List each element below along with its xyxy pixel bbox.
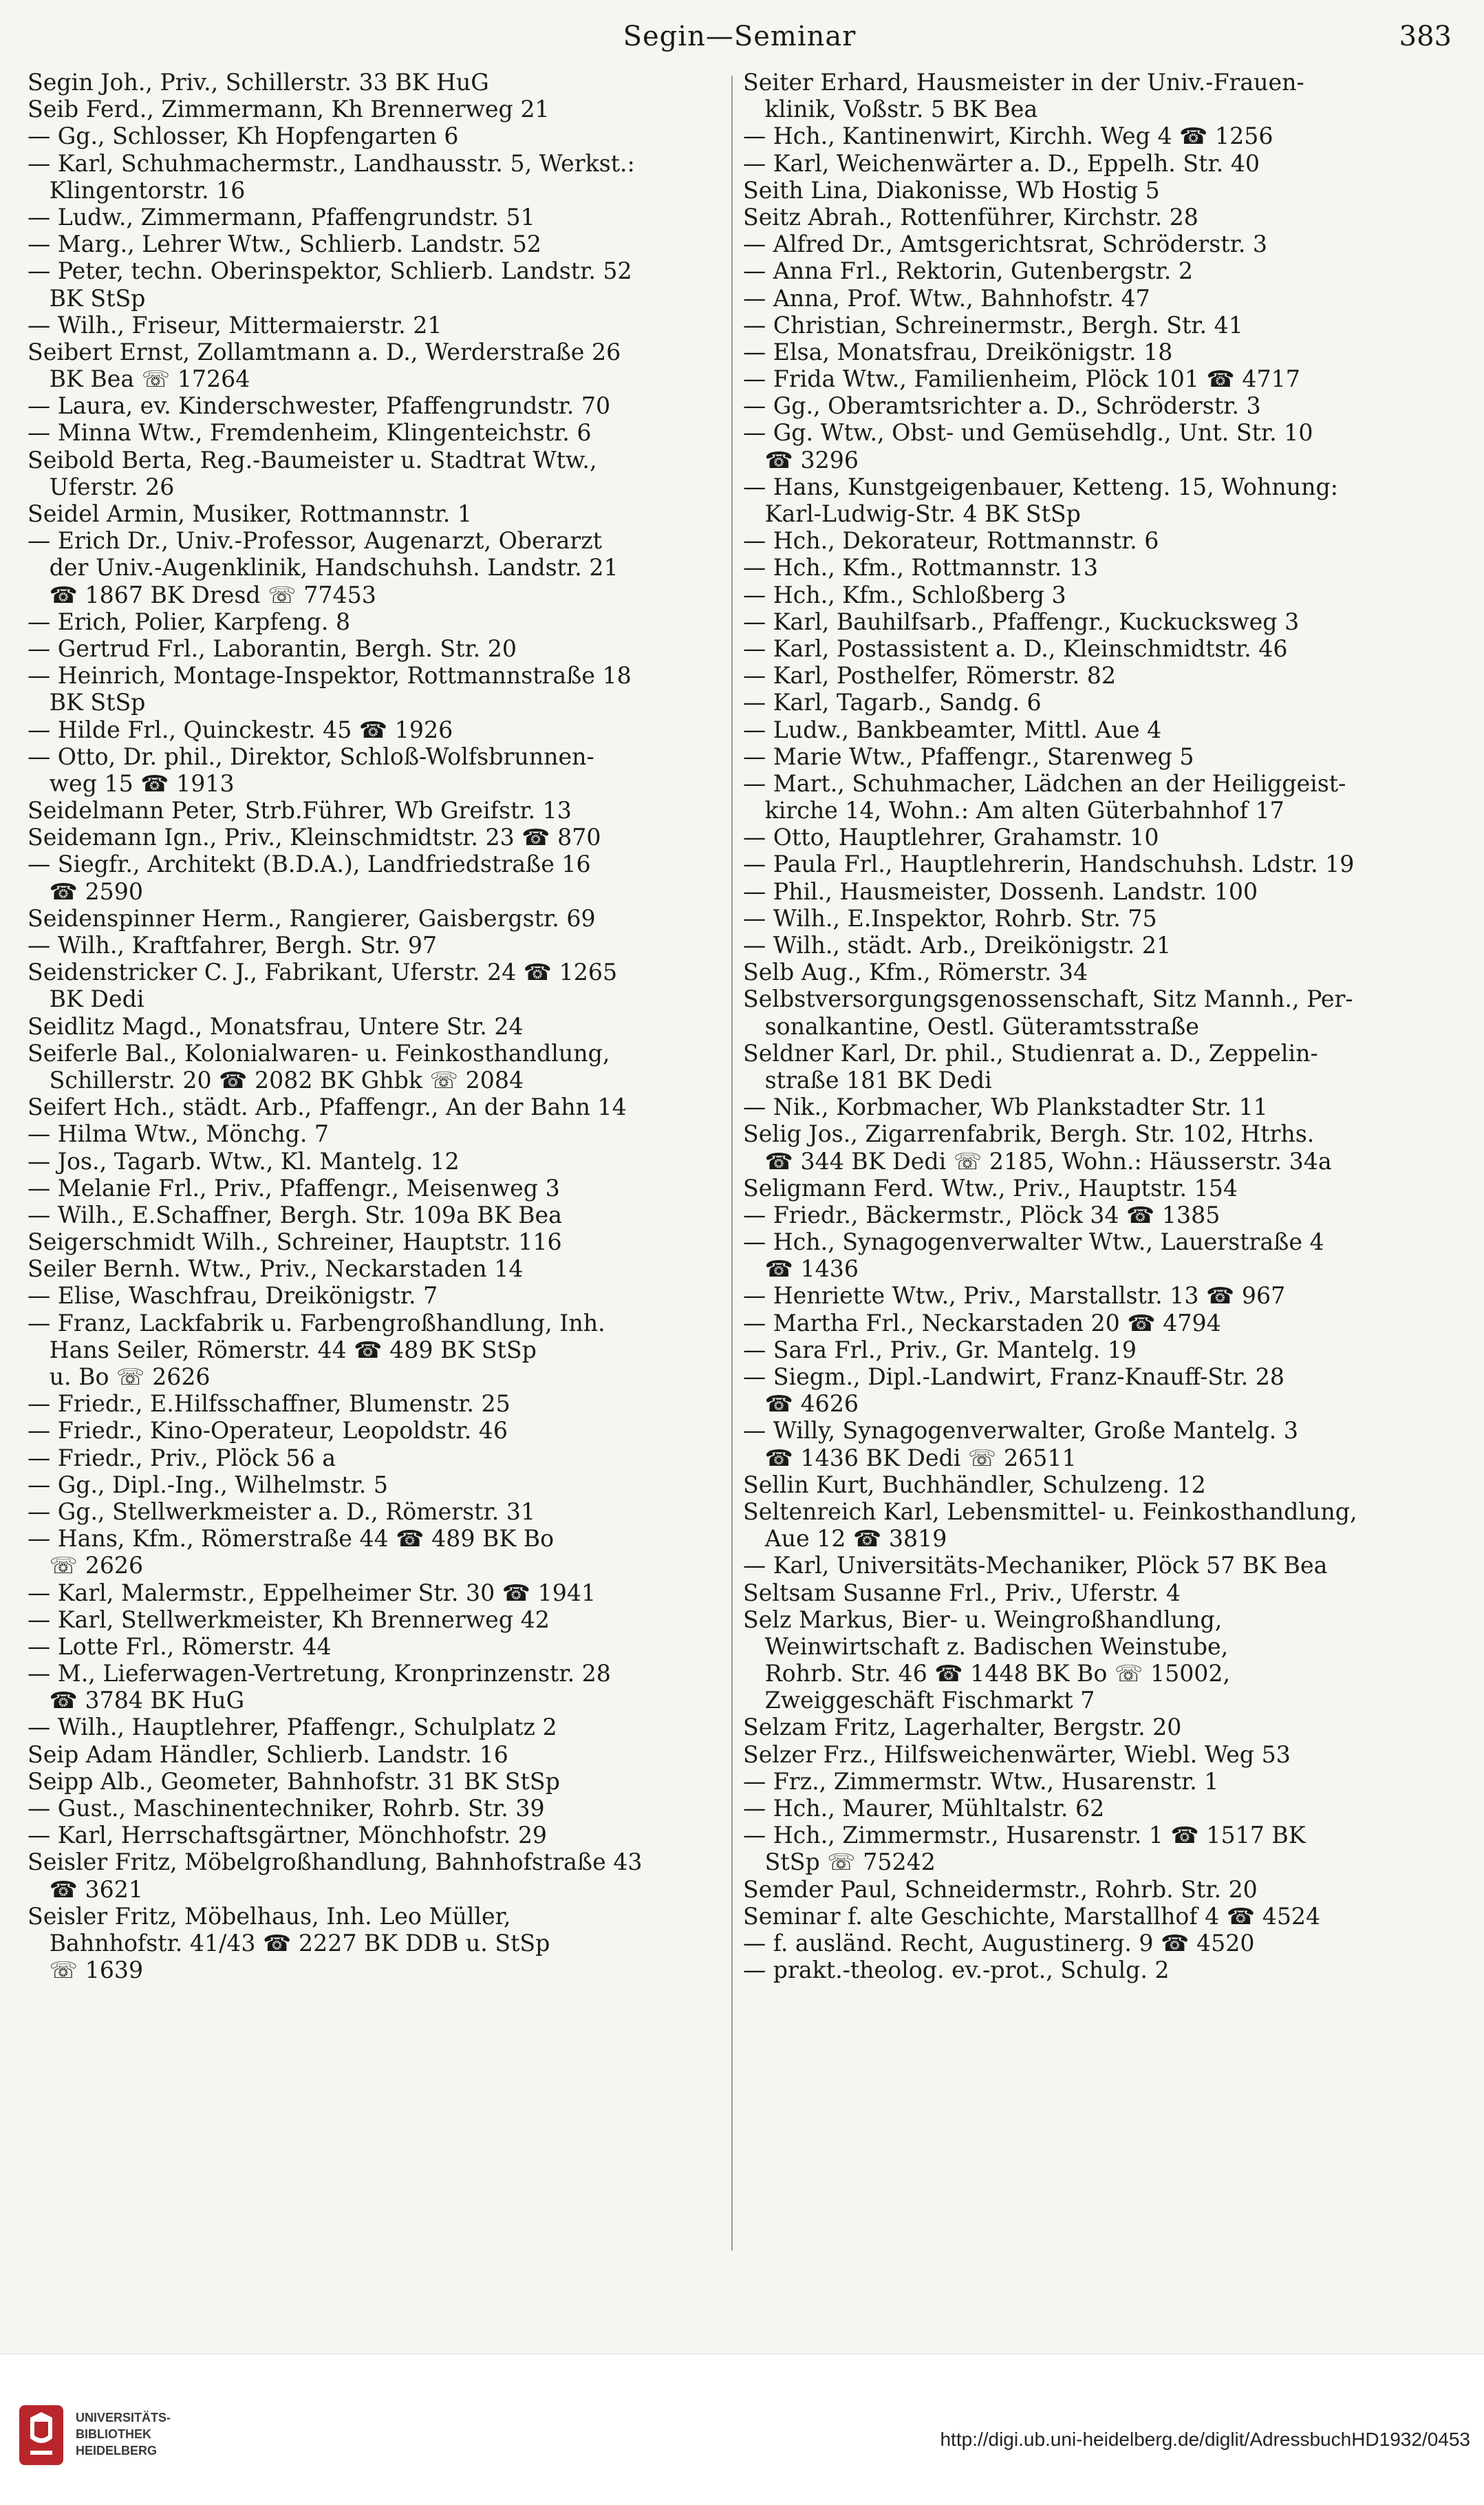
- column-divider: [731, 76, 733, 2250]
- directory-entry-line: kirche 14, Wohn.: Am alten Güterbahnhof 17: [743, 797, 1284, 824]
- directory-entry-line: — Jos., Tagarb. Wtw., Kl. Mantelg. 12: [28, 1147, 460, 1175]
- directory-entry-line: StSp ☏ 75242: [743, 1848, 936, 1876]
- directory-entry-line: — Karl, Herrschaftsgärtner, Mönchhofstr. 29: [28, 1822, 548, 1849]
- directory-entry-line: Seibold Berta, Reg.-Baumeister u. Stadtrat Wtw.,: [28, 446, 597, 473]
- directory-entry-line: — Frida Wtw., Familienheim, Plöck 101 ☎ 4717: [743, 365, 1300, 393]
- directory-entry-line: Seip Adam Händler, Schlierb. Landstr. 16: [28, 1740, 508, 1768]
- directory-entry-line: — Hilma Wtw., Mönchg. 7: [28, 1120, 330, 1148]
- directory-entry-line: — Gg., Dipl.-Ing., Wilhelmstr. 5: [28, 1471, 389, 1498]
- directory-entry-line: — Friedr., Bäckermstr., Plöck 34 ☎ 1385: [743, 1201, 1220, 1228]
- directory-entry-line: — Karl, Stellwerkmeister, Kh Brennerweg 42: [28, 1606, 550, 1633]
- directory-entry-line: Bahnhofstr. 41/43 ☎ 2227 BK DDB u. StSp: [28, 1929, 550, 1957]
- directory-entry-line: — Karl, Tagarb., Sandg. 6: [743, 689, 1042, 716]
- directory-entry-line: — Siegfr., Architekt (B.D.A.), Landfriedstraße 16: [28, 851, 591, 878]
- directory-entry-line: BK Dedi: [28, 985, 144, 1013]
- directory-entry-line: ☏ 1639: [28, 1957, 144, 1984]
- directory-entry-line: — Lotte Frl., Römerstr. 44: [28, 1632, 332, 1660]
- directory-entry-line: der Univ.-Augenklinik, Handschuhsh. Landstr. 21: [28, 554, 619, 582]
- directory-entry-line: — Marie Wtw., Pfaffengr., Starenweg 5: [743, 743, 1194, 770]
- directory-entry-line: — Ludw., Bankbeamter, Mittl. Aue 4: [743, 716, 1162, 743]
- directory-entry-line: — Melanie Frl., Priv., Pfaffengr., Meisenweg 3: [28, 1174, 560, 1202]
- directory-entry-line: — Marg., Lehrer Wtw., Schlierb. Landstr. 52: [28, 231, 541, 258]
- left-column: [28, 69, 729, 1983]
- directory-entry-line: — Otto, Hauptlehrer, Grahamstr. 10: [743, 824, 1159, 851]
- directory-entry-line: BK StSp: [28, 689, 146, 716]
- directory-entry-line: — Christian, Schreinermstr., Bergh. Str. 41: [743, 311, 1243, 339]
- directory-entry-line: — Hch., Maurer, Mühltalstr. 62: [743, 1795, 1105, 1822]
- directory-entry-line: — Gg., Oberamtsrichter a. D., Schröderstr. 3: [743, 392, 1261, 420]
- directory-entry-line: — Sara Frl., Priv., Gr. Mantelg. 19: [743, 1336, 1137, 1363]
- directory-entry-line: Seitz Abrah., Rottenführer, Kirchstr. 28: [743, 203, 1198, 231]
- directory-entry-line: ☎ 3296: [743, 446, 859, 473]
- directory-entry-line: Seminar f. alte Geschichte, Marstallhof 4 ☎ 4524: [743, 1902, 1321, 1930]
- directory-entry-line: — Hch., Kfm., Rottmannstr. 13: [743, 554, 1099, 582]
- directory-entry-line: — Frz., Zimmermstr. Wtw., Husarenstr. 1: [743, 1767, 1219, 1795]
- directory-entry-line: — Gg., Stellwerkmeister a. D., Römerstr. 31: [28, 1497, 536, 1525]
- directory-entry-line: — Erich, Polier, Karpfeng. 8: [28, 608, 351, 635]
- directory-entry-line: ☎ 3621: [28, 1875, 143, 1903]
- directory-entry-line: — Wilh., Kraftfahrer, Bergh. Str. 97: [28, 932, 438, 959]
- directory-entry-line: — Wilh., E.Schaffner, Bergh. Str. 109a BK Bea: [28, 1201, 562, 1228]
- directory-entry-line: — Ludw., Zimmermann, Pfaffengrundstr. 51: [28, 203, 535, 231]
- directory-entry-line: Seibert Ernst, Zollamtmann a. D., Werderstraße 26: [28, 338, 621, 365]
- directory-entry-line: — Elsa, Monatsfrau, Dreikönigstr. 18: [743, 338, 1173, 365]
- directory-entry-line: — Laura, ev. Kinderschwester, Pfaffengrundstr. 70: [28, 392, 611, 420]
- page-header: [28, 15, 1452, 56]
- directory-entry-line: Seidenspinner Herm., Rangierer, Gaisbergstr. 69: [28, 904, 596, 932]
- library-name-line: UNIVERSITÄTS-: [76, 2411, 171, 2424]
- directory-entry-line: Semder Paul, Schneidermstr., Rohrb. Str. 20: [743, 1875, 1258, 1903]
- source-url[interactable]: http://digi.ub.uni-heidelberg.de/diglit/AdressbuchHD1932/0453: [940, 2429, 1470, 2450]
- directory-entry-line: Klingentorstr. 16: [28, 176, 246, 204]
- directory-entry-line: Seligmann Ferd. Wtw., Priv., Hauptstr. 154: [743, 1174, 1238, 1202]
- directory-entry-line: — Otto, Dr. phil., Direktor, Schloß-Wolfsbrunnen-: [28, 743, 594, 770]
- directory-entry-line: — Hans, Kunstgeigenbauer, Ketteng. 15, Wohnung:: [743, 473, 1338, 500]
- directory-entry-line: — Hch., Kantinenwirt, Kirchh. Weg 4 ☎ 1256: [743, 122, 1273, 150]
- directory-entry-line: — Willy, Synagogenverwalter, Große Mantelg. 3: [743, 1417, 1298, 1445]
- directory-entry-line: — Hans, Kfm., Römerstraße 44 ☎ 489 BK Bo: [28, 1525, 555, 1553]
- directory-entry-line: Seidel Armin, Musiker, Rottmannstr. 1: [28, 500, 472, 527]
- directory-entry-line: BK StSp: [28, 284, 146, 312]
- directory-entry-line: Hans Seiler, Römerstr. 44 ☎ 489 BK StSp: [28, 1336, 537, 1363]
- directory-entry-line: — Karl, Schuhmachermstr., Landhausstr. 5, Werkst.:: [28, 149, 635, 177]
- directory-entry-line: ☏ 2626: [28, 1552, 144, 1579]
- directory-entry-line: klinik, Voßstr. 5 BK Bea: [743, 96, 1038, 123]
- directory-entry-line: — Phil., Hausmeister, Dossenh. Landstr. 100: [743, 877, 1258, 905]
- directory-entry-line: — Franz, Lackfabrik u. Farbengroßhandlung, Inh.: [28, 1309, 605, 1336]
- directory-entry-line: — Karl, Weichenwärter a. D., Eppelh. Str. 40: [743, 149, 1260, 177]
- right-column: [743, 69, 1445, 1983]
- directory-entry-line: Selz Markus, Bier- u. Weingroßhandlung,: [743, 1606, 1223, 1633]
- directory-entry-line: — Gg. Wtw., Obst- und Gemüsehdlg., Unt. Str. 10: [743, 419, 1313, 447]
- directory-entry-line: — Karl, Malermstr., Eppelheimer Str. 30 ☎ 1941: [28, 1579, 596, 1606]
- directory-entry-line: Karl-Ludwig-Str. 4 BK StSp: [743, 500, 1081, 527]
- directory-entry-line: — Wilh., Hauptlehrer, Pfaffengr., Schulplatz 2: [28, 1714, 557, 1741]
- directory-entry-line: — Karl, Postassistent a. D., Kleinschmidtstr. 46: [743, 635, 1288, 662]
- directory-entry-line: — Hch., Dekorateur, Rottmannstr. 6: [743, 527, 1159, 555]
- directory-entry-line: — Erich Dr., Univ.-Professor, Augenarzt, Oberarzt: [28, 527, 603, 555]
- directory-entry-line: — Gg., Schlosser, Kh Hopfengarten 6: [28, 122, 459, 150]
- directory-entry-line: — Friedr., Kino-Operateur, Leopoldstr. 46: [28, 1417, 508, 1445]
- library-name-line: HEIDELBERG: [76, 2444, 158, 2458]
- directory-entry-line: — Martha Frl., Neckarstaden 20 ☎ 4794: [743, 1309, 1221, 1336]
- directory-entry-line: ☎ 4626: [743, 1390, 859, 1418]
- directory-entry-line: Seldner Karl, Dr. phil., Studienrat a. D., Zeppelin-: [743, 1039, 1318, 1067]
- library-name-line: BIBLIOTHEK: [76, 2427, 151, 2441]
- library-name: [76, 2409, 171, 2459]
- directory-entry-line: — M., Lieferwagen-Vertretung, Kronprinzenstr. 28: [28, 1660, 611, 1687]
- directory-entry-line: ☎ 1436 BK Dedi ☏ 26511: [743, 1444, 1077, 1471]
- page-number: 383: [1399, 21, 1452, 52]
- directory-entry-line: — Wilh., Friseur, Mittermaierstr. 21: [28, 311, 442, 339]
- directory-entry-line: ☎ 344 BK Dedi ☏ 2185, Wohn.: Häusserstr. 34a: [743, 1147, 1332, 1175]
- directory-entry-line: Sellin Kurt, Buchhändler, Schulzeng. 12: [743, 1471, 1206, 1498]
- directory-entry-line: — Siegm., Dipl.-Landwirt, Franz-Knauff-Str. 28: [743, 1363, 1285, 1390]
- directory-entry-line: — Minna Wtw., Fremdenheim, Klingenteichstr. 6: [28, 419, 592, 447]
- directory-entry-line: Seith Lina, Diakonisse, Wb Hostig 5: [743, 176, 1160, 204]
- directory-entry-line: — Friedr., Priv., Plöck 56 a: [28, 1444, 336, 1471]
- directory-entry-line: Seisler Fritz, Möbelgroßhandlung, Bahnhofstraße 43: [28, 1848, 643, 1876]
- directory-entry-line: Seifert Hch., städt. Arb., Pfaffengr., An der Bahn 14: [28, 1094, 627, 1121]
- directory-entry-line: — Mart., Schuhmacher, Lädchen an der Heiliggeist-: [743, 769, 1346, 797]
- directory-entry-line: Selig Jos., Zigarrenfabrik, Bergh. Str. 102, Htrhs.: [743, 1120, 1315, 1148]
- directory-entry-line: u. Bo ☏ 2626: [28, 1363, 211, 1390]
- directory-entry-line: sonalkantine, Oestl. Güteramtsstraße: [743, 1012, 1199, 1040]
- directory-entry-line: BK Bea ☏ 17264: [28, 365, 250, 393]
- directory-entry-line: — Friedr., E.Hilfsschaffner, Blumenstr. 25: [28, 1390, 510, 1418]
- directory-entry-line: — Nik., Korbmacher, Wb Plankstadter Str. 11: [743, 1094, 1268, 1121]
- directory-entry-line: — prakt.-theolog. ev.-prot., Schulg. 2: [743, 1957, 1170, 1984]
- directory-entry-line: — Henriette Wtw., Priv., Marstallstr. 13 ☎ 967: [743, 1282, 1286, 1310]
- directory-entry-line: — Heinrich, Montage-Inspektor, Rottmannstraße 18: [28, 662, 632, 690]
- directory-entry-line: — Anna, Prof. Wtw., Bahnhofstr. 47: [743, 284, 1150, 312]
- directory-entry-line: weg 15 ☎ 1913: [28, 769, 235, 797]
- directory-entry-line: Aue 12 ☎ 3819: [743, 1525, 947, 1553]
- directory-entry-line: — Hilde Frl., Quinckestr. 45 ☎ 1926: [28, 716, 453, 743]
- directory-entry-line: — Hch., Kfm., Schloßberg 3: [743, 581, 1066, 608]
- directory-entry-line: — Anna Frl., Rektorin, Gutenbergstr. 2: [743, 257, 1193, 285]
- directory-entry-line: — Elise, Waschfrau, Dreikönigstr. 7: [28, 1282, 438, 1310]
- directory-entry-line: Zweiggeschäft Fischmarkt 7: [743, 1687, 1095, 1714]
- directory-entry-line: ☎ 1867 BK Dresd ☏ 77453: [28, 581, 376, 608]
- directory-entry-line: — Alfred Dr., Amtsgerichtsrat, Schröderstr. 3: [743, 231, 1268, 258]
- directory-entry-line: Selzam Fritz, Lagerhalter, Bergstr. 20: [743, 1714, 1182, 1741]
- directory-entry-line: — Hch., Synagogenverwalter Wtw., Lauerstraße 4: [743, 1228, 1324, 1256]
- directory-entry-line: ☎ 3784 BK HuG: [28, 1687, 245, 1714]
- directory-entry-line: Seltenreich Karl, Lebensmittel- u. Feinkosthandlung,: [743, 1497, 1357, 1525]
- directory-entry-line: — Karl, Bauhilfsarb., Pfaffengr., Kuckucksweg 3: [743, 608, 1300, 635]
- directory-entry-line: ☎ 1436: [743, 1255, 859, 1283]
- directory-entry-line: Seisler Fritz, Möbelhaus, Inh. Leo Müller,: [28, 1902, 511, 1930]
- running-header-title: Segin—Seminar: [623, 21, 857, 52]
- directory-entry-line: Weinwirtschaft z. Badischen Weinstube,: [743, 1632, 1229, 1660]
- directory-entry-line: ☎ 2590: [28, 877, 143, 905]
- directory-entry-line: — Peter, techn. Oberinspektor, Schlierb. Landstr. 52: [28, 257, 632, 285]
- directory-entry-line: — Wilh., städt. Arb., Dreikönigstr. 21: [743, 932, 1172, 959]
- directory-entry-line: Seidlitz Magd., Monatsfrau, Untere Str. 24: [28, 1012, 524, 1040]
- directory-entry-line: — Gertrud Frl., Laborantin, Bergh. Str. 20: [28, 635, 517, 662]
- directory-entry-line: Selzer Frz., Hilfsweichenwärter, Wiebl. Weg 53: [743, 1740, 1291, 1768]
- directory-entry-line: Seidenstricker C. J., Fabrikant, Uferstr. 24 ☎ 1265: [28, 959, 618, 986]
- directory-entry-line: Seidelmann Peter, Strb.Führer, Wb Greifstr. 13: [28, 797, 572, 824]
- directory-entry-line: Schillerstr. 20 ☎ 2082 BK Ghbk ☏ 2084: [28, 1066, 524, 1094]
- directory-entry-line: Seiferle Bal., Kolonialwaren- u. Feinkosthandlung,: [28, 1039, 610, 1067]
- directory-entry-line: — f. ausländ. Recht, Augustinerg. 9 ☎ 4520: [743, 1929, 1255, 1957]
- directory-entry-line: Seipp Alb., Geometer, Bahnhofstr. 31 BK StSp: [28, 1767, 560, 1795]
- directory-entry-line: — Hch., Zimmermstr., Husarenstr. 1 ☎ 1517 BK: [743, 1822, 1306, 1849]
- directory-entry-line: Rohrb. Str. 46 ☎ 1448 BK Bo ☏ 15002,: [743, 1660, 1231, 1687]
- footer: [0, 2354, 1484, 2505]
- directory-entry-line: Selb Aug., Kfm., Römerstr. 34: [743, 959, 1088, 986]
- directory-entry-line: Segin Joh., Priv., Schillerstr. 33 BK HuG: [28, 69, 489, 96]
- directory-entry-line: Seigerschmidt Wilh., Schreiner, Hauptstr. 116: [28, 1228, 562, 1256]
- directory-entry-line: — Wilh., E.Inspektor, Rohrb. Str. 75: [743, 904, 1157, 932]
- directory-entry-line: Seiter Erhard, Hausmeister in der Univ.-Frauen-: [743, 69, 1304, 96]
- directory-entry-line: — Paula Frl., Hauptlehrerin, Handschuhsh. Ldstr. 19: [743, 851, 1355, 878]
- directory-entry-line: straße 181 BK Dedi: [743, 1066, 992, 1094]
- library-seal-icon: [17, 2402, 66, 2468]
- directory-entry-line: Uferstr. 26: [28, 473, 175, 500]
- directory-entry-line: — Karl, Posthelfer, Römerstr. 82: [743, 662, 1116, 690]
- directory-entry-line: Seltsam Susanne Frl., Priv., Uferstr. 4: [743, 1579, 1181, 1606]
- directory-entry-line: Seidemann Ign., Priv., Kleinschmidtstr. 23 ☎ 870: [28, 824, 601, 851]
- directory-entry-line: Seib Ferd., Zimmermann, Kh Brennerweg 21: [28, 96, 550, 123]
- directory-entry-line: — Gust., Maschinentechniker, Rohrb. Str. 39: [28, 1795, 545, 1822]
- directory-entry-line: Selbstversorgungsgenossenschaft, Sitz Mannh., Per-: [743, 985, 1353, 1013]
- directory-entry-line: Seiler Bernh. Wtw., Priv., Neckarstaden 14: [28, 1255, 524, 1283]
- directory-entry-line: — Karl, Universitäts-Mechaniker, Plöck 57 BK Bea: [743, 1552, 1328, 1579]
